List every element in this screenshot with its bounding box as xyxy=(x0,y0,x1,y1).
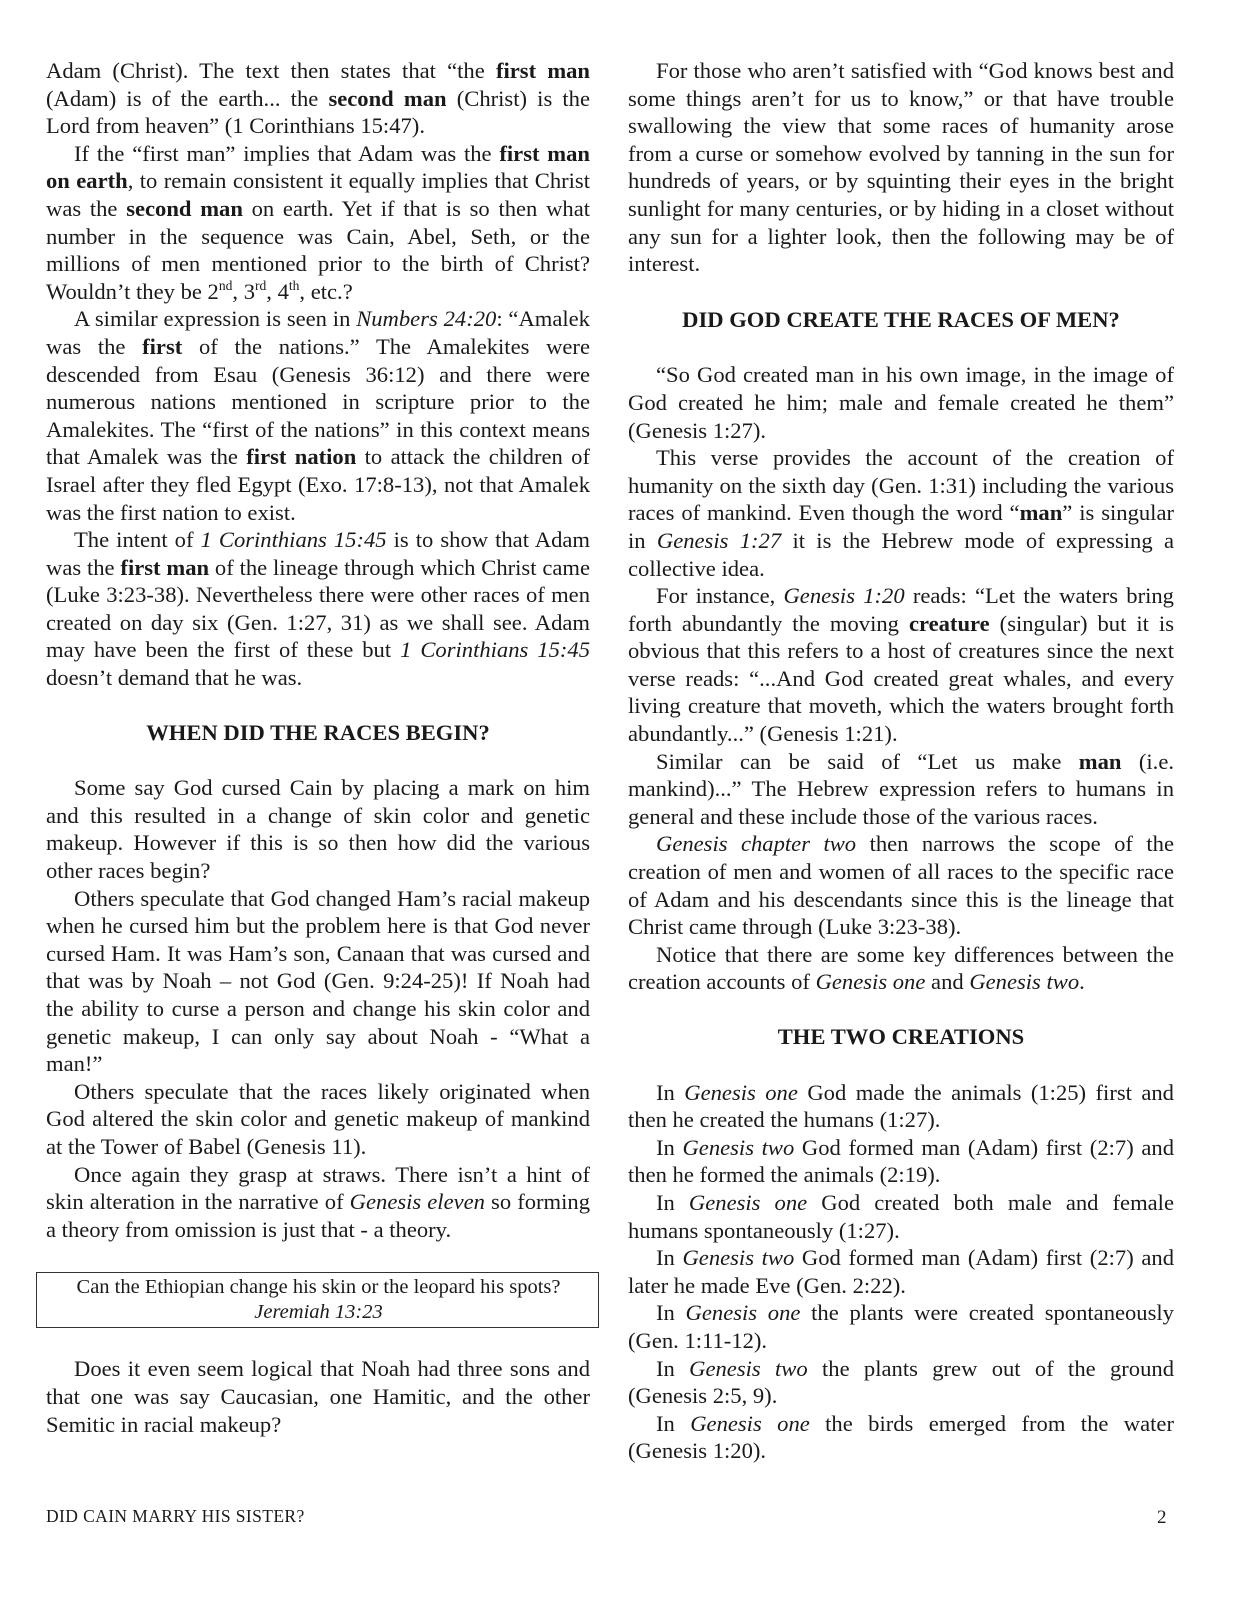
section-heading: THE TWO CREATIONS xyxy=(777,1024,1025,1049)
section-heading: DID GOD CREATE THE RACES OF MEN? xyxy=(682,306,1120,332)
paragraph xyxy=(46,1078,590,1161)
text-run: to attack the children of Israel after they fled Egypt (Exo. 17:8-13), not that Amalek was the first nation to exist. xyxy=(46,444,590,525)
text-run: then narrows the scope of the creation of men and women of all races to the specific race of Adam and his descendants since this is the lineage that Christ came through (Luke 3:23-38). xyxy=(628,831,1174,940)
text-run: Some say God cursed Cain by placing a mark on him and this resulted in a change of skin color and genetic makeup. However if this is so then how did the various other races begin? xyxy=(46,775,590,884)
text-run: man xyxy=(1019,500,1063,526)
text-run: first man xyxy=(495,58,590,83)
text-run: Genesis one xyxy=(690,1410,810,1436)
paragraph xyxy=(628,582,1174,748)
text-run: Genesis two xyxy=(969,969,1080,995)
text-run: Genesis chapter two xyxy=(656,831,857,857)
text-run: A similar expression is seen in xyxy=(74,306,357,332)
text-run: , 3 xyxy=(232,278,255,304)
text-run: second man xyxy=(126,195,243,221)
paragraph xyxy=(628,748,1174,831)
text-run: Genesis two xyxy=(682,1134,795,1160)
text-run: In xyxy=(656,1134,683,1160)
text-run: (i.e. mankind)...” The Hebrew expression refers to humans in general and these include those of the various races. xyxy=(628,748,1174,829)
text-run: Genesis one xyxy=(684,1079,798,1105)
text-run: creature xyxy=(908,610,990,636)
text-run: (Christ) is the Lord from heaven” (1 Corinthians 15:47). xyxy=(46,85,591,139)
text-run: Genesis eleven xyxy=(349,1189,485,1215)
paragraph xyxy=(46,774,590,884)
quote-reference: Jeremiah 13:23 xyxy=(254,1301,383,1324)
text-run: , 4 xyxy=(266,278,289,304)
text-run: For instance, xyxy=(656,583,784,609)
text-run: on earth. Yet if that is so then what number in the sequence was Cain, Abel, Seth, or the millions of men mentioned prior to the birth of Christ? Wouldn’t they be 2 xyxy=(46,195,590,304)
text-run: In xyxy=(656,1300,686,1326)
paragraph xyxy=(628,444,1174,582)
text-run: In xyxy=(656,1245,683,1271)
text-run: God created both male and female humans spontaneously (1:27). xyxy=(628,1189,1174,1243)
scripture-quote-box xyxy=(36,1272,599,1328)
text-run: 1 Corinthians 15:45 xyxy=(400,637,590,663)
text-run: Adam (Christ). The text then states that “the xyxy=(46,58,496,83)
text-run: so forming a theory from omission is just that - a theory. xyxy=(46,1189,590,1242)
text-run: and xyxy=(925,969,970,995)
text-run: is to show that Adam was the xyxy=(46,527,590,580)
paragraph xyxy=(628,1134,1174,1189)
right-column xyxy=(628,57,1174,1465)
text-run: Does it even seem logical that Noah had three sons and that one was say Caucasian, one Hamitic, and the other Semitic in racial makeup? xyxy=(46,1356,590,1437)
paragraph xyxy=(628,1299,1174,1354)
text-run: second man xyxy=(328,85,447,111)
text-run: : “Amalek was the xyxy=(46,306,590,359)
text-run: In xyxy=(656,1410,691,1436)
text-run: Genesis one xyxy=(688,1189,808,1215)
paragraph xyxy=(46,526,590,692)
text-run: “So God created man in his own image, in the image of God created he him; male and female created he them” (Genesis 1:27). xyxy=(628,362,1174,443)
text-run: God made the animals (1:25) first and then he created the humans (1:27). xyxy=(628,1079,1174,1133)
text-run: (Adam) is of the earth... the xyxy=(46,85,329,111)
paragraph xyxy=(628,1189,1174,1244)
paragraph xyxy=(46,57,590,140)
text-run: first xyxy=(142,333,183,359)
text-run: Similar can be said of “Let us make xyxy=(656,748,1079,774)
text-run: Genesis 1:27 xyxy=(656,527,782,553)
text-run: In xyxy=(656,1189,689,1215)
text-run: the birds emerged from the water (Genesis 1:20). xyxy=(628,1410,1174,1464)
paragraph xyxy=(628,941,1174,996)
text-run: This verse provides the account of the creation of humanity on the sixth day (Gen. 1:31) including the various races of mankind. Even though the word “ xyxy=(628,445,1174,526)
text-run: In xyxy=(656,1079,685,1105)
paragraph xyxy=(46,305,590,526)
text-run: For those who aren’t satisfied with “God knows best and some things aren’t for us to know,” or that have trouble swallowing the view that some races of humanity arose from a curse or somehow evolved by tanning in the sun for hundreds of years, or by squinting their eyes in the bright sunlight for many centuries, or by hiding in a closet without any sun for a lighter look, then the following may be of interest. xyxy=(628,58,1174,277)
text-run: nd xyxy=(218,277,233,293)
text-run: of the nations.” The Amalekites were descended from Esau (Genesis 36:12) and there were numerous nations mentioned in scripture prior to the Amalekites. The “first of the nations” in this context means that Amalek was the xyxy=(46,333,590,470)
text-run: Once again they grasp at straws. There isn’t a hint of skin alteration in the narrative of xyxy=(46,1161,590,1215)
text-run: 1 Corinthians 15:45 xyxy=(200,527,387,553)
page-number: 2 xyxy=(1157,1507,1167,1528)
text-run: first nation xyxy=(246,444,357,470)
paragraph xyxy=(46,1355,590,1438)
paragraph xyxy=(46,885,590,1078)
text-run: first man xyxy=(120,554,210,580)
paragraph xyxy=(628,1079,1174,1134)
text-run: first man on earth xyxy=(46,140,590,194)
paragraph xyxy=(46,140,590,306)
paragraph xyxy=(628,57,1174,278)
text-run: Genesis one xyxy=(815,969,926,995)
text-run: In xyxy=(656,1355,690,1381)
text-run: God formed man (Adam) first (2:7) and then he formed the animals (2:19). xyxy=(628,1134,1174,1188)
text-run: Genesis 1:20 xyxy=(783,583,905,609)
section-heading: WHEN DID THE RACES BEGIN? xyxy=(146,719,490,745)
text-run: the plants grew out of the ground (Genesis 2:5, 9). xyxy=(628,1355,1174,1409)
paragraph xyxy=(628,1244,1174,1299)
text-run: rd xyxy=(254,277,267,293)
text-run: reads: “Let the waters bring forth abundantly the moving xyxy=(628,583,1174,636)
running-footer-title: DID CAIN MARRY HIS SISTER? xyxy=(46,1506,305,1526)
paragraph xyxy=(628,1355,1174,1410)
left-column xyxy=(46,57,590,1438)
text-run: Numbers 24:20 xyxy=(356,306,497,332)
quote-text: Can the Ethiopian change his skin or the leopard his spots? xyxy=(76,1276,561,1299)
text-run: Others speculate that God changed Ham’s racial makeup when he cursed him but the problem here is that God never cursed Ham. It was Ham’s son, Canaan that was cursed and that was by Noah – not God (Gen. 9:24-25)! If Noah had the ability to curse a person and change his skin color and genetic makeup, I can only say about Noah - “What a man!” xyxy=(46,885,590,1077)
text-run: Genesis two xyxy=(682,1245,795,1271)
paragraph xyxy=(628,830,1174,940)
text-run: Genesis one xyxy=(685,1300,801,1326)
text-run: the plants were created spontaneously (Gen. 1:11-12). xyxy=(628,1300,1174,1353)
text-run: th xyxy=(288,277,300,293)
text-run: Others speculate that the races likely originated when God altered the skin color and genetic makeup of mankind at the Tower of Babel (Genesis 11). xyxy=(46,1078,590,1159)
paragraph xyxy=(46,1161,590,1244)
paragraph xyxy=(628,1410,1174,1465)
text-run: Notice that there are some key differences between the creation accounts of xyxy=(628,941,1174,995)
text-run: . xyxy=(1079,969,1085,995)
text-run: (singular) but it is obvious that this refers to a host of creatures since the next verse reads: “...And God created great whales, and every living creature that moveth, which the waters brought forth abundantly...” (Genesis 1:21). xyxy=(628,610,1174,747)
text-run: ” is singular in xyxy=(628,500,1174,553)
text-run: man xyxy=(1078,748,1122,774)
text-run: doesn’t demand that he was. xyxy=(46,665,303,691)
text-run: God formed man (Adam) first (2:7) and later he made Eve (Gen. 2:22). xyxy=(628,1245,1174,1298)
text-run: , to remain consistent it equally implies that Christ was the xyxy=(46,168,590,221)
text-run: The intent of xyxy=(74,527,201,553)
text-run: Genesis two xyxy=(689,1355,808,1381)
paragraph xyxy=(628,361,1174,444)
text-run: If the “first man” implies that Adam was the xyxy=(74,140,500,166)
text-run: of the lineage through which Christ came (Luke 3:23-38). Nevertheless there were other races of men created on day six (Gen. 1:27, 31) as we shall see. Adam may have been the first of these but xyxy=(46,554,590,663)
text-run: it is the Hebrew mode of expressing a collective idea. xyxy=(628,527,1174,581)
text-run: , etc.? xyxy=(299,278,353,304)
